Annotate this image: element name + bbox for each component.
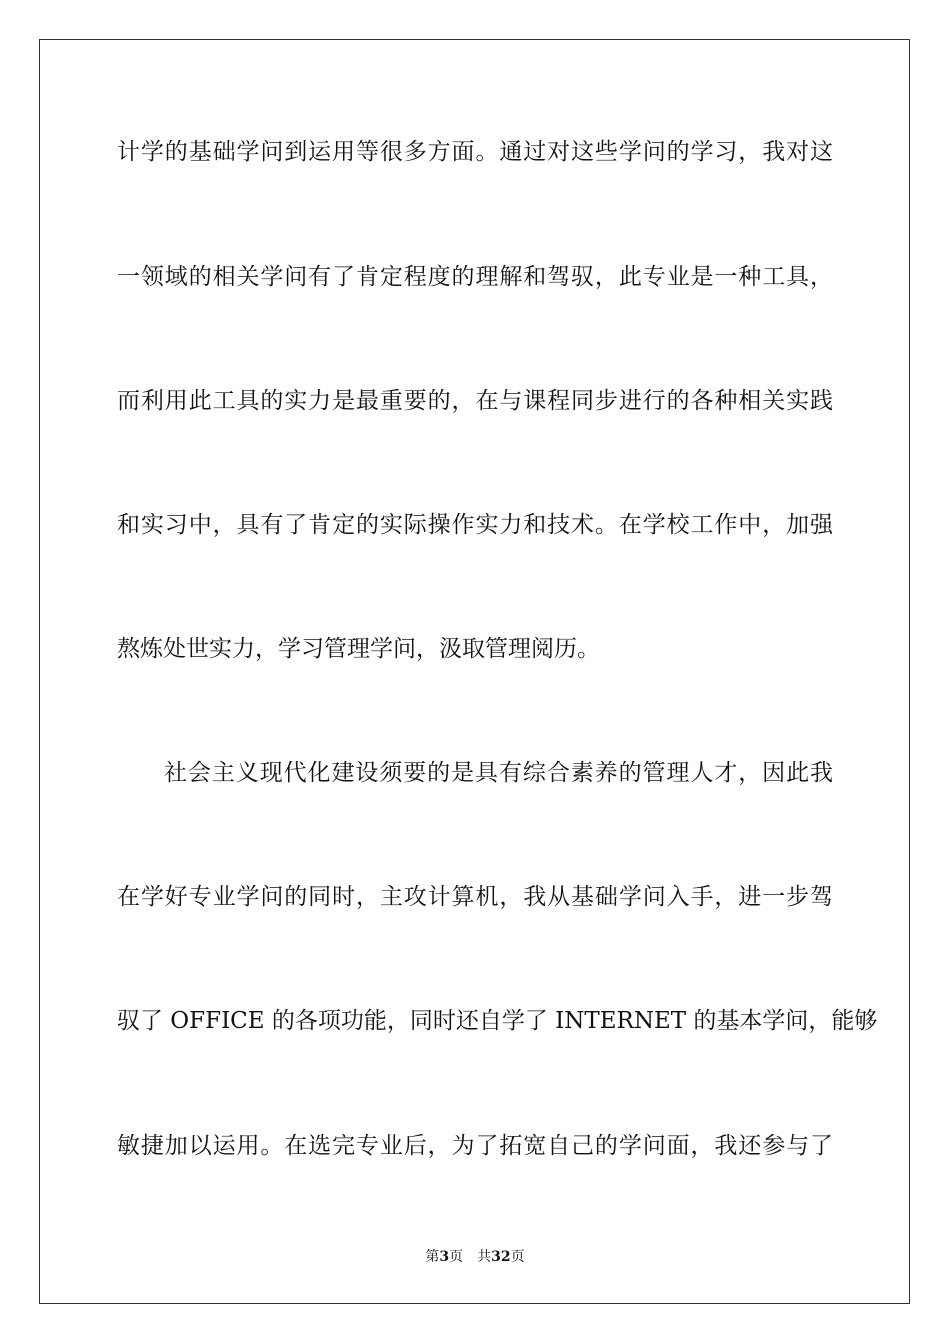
page-border: [39, 39, 910, 1304]
page-footer: [0, 1248, 950, 1266]
body-text-line-8: 驭了 OFFICE 的各项功能，同时还自学了 INTERNET 的基本学问，能够: [117, 1008, 878, 1034]
body-text-line-2: 一领域的相关学问有了肯定程度的理解和驾驭，此专业是一种工具，: [117, 264, 833, 290]
body-text-line-1: 计学的基础学问到运用等很多方面。通过对这些学问的学习，我对这: [117, 139, 833, 165]
footer-total-prefix: 共: [477, 1249, 492, 1265]
body-text-line-7: 在学好专业学问的同时，主攻计算机，我从基础学问入手，进一步驾: [117, 884, 833, 910]
footer-page-prefix: 第: [425, 1249, 440, 1265]
body-text-line-3: 而利用此工具的实力是最重要的，在与课程同步进行的各种相关实践: [117, 388, 833, 414]
footer-page-suffix: 页: [449, 1249, 464, 1265]
footer-page-current: 3: [439, 1249, 450, 1265]
footer-page-total: 32: [491, 1249, 511, 1265]
footer-total-suffix: 页: [510, 1249, 525, 1265]
body-text-line-6: 社会主义现代化建设须要的是具有综合素养的管理人才，因此我: [164, 760, 833, 786]
body-text-line-9: 敏捷加以运用。在选完专业后，为了拓宽自己的学问面，我还参与了: [117, 1133, 833, 1159]
body-text-line-5: 熬炼处世实力，学习管理学问，汲取管理阅历。: [117, 636, 600, 662]
body-text-line-4: 和实习中，具有了肯定的实际操作实力和技术。在学校工作中，加强: [117, 512, 833, 538]
